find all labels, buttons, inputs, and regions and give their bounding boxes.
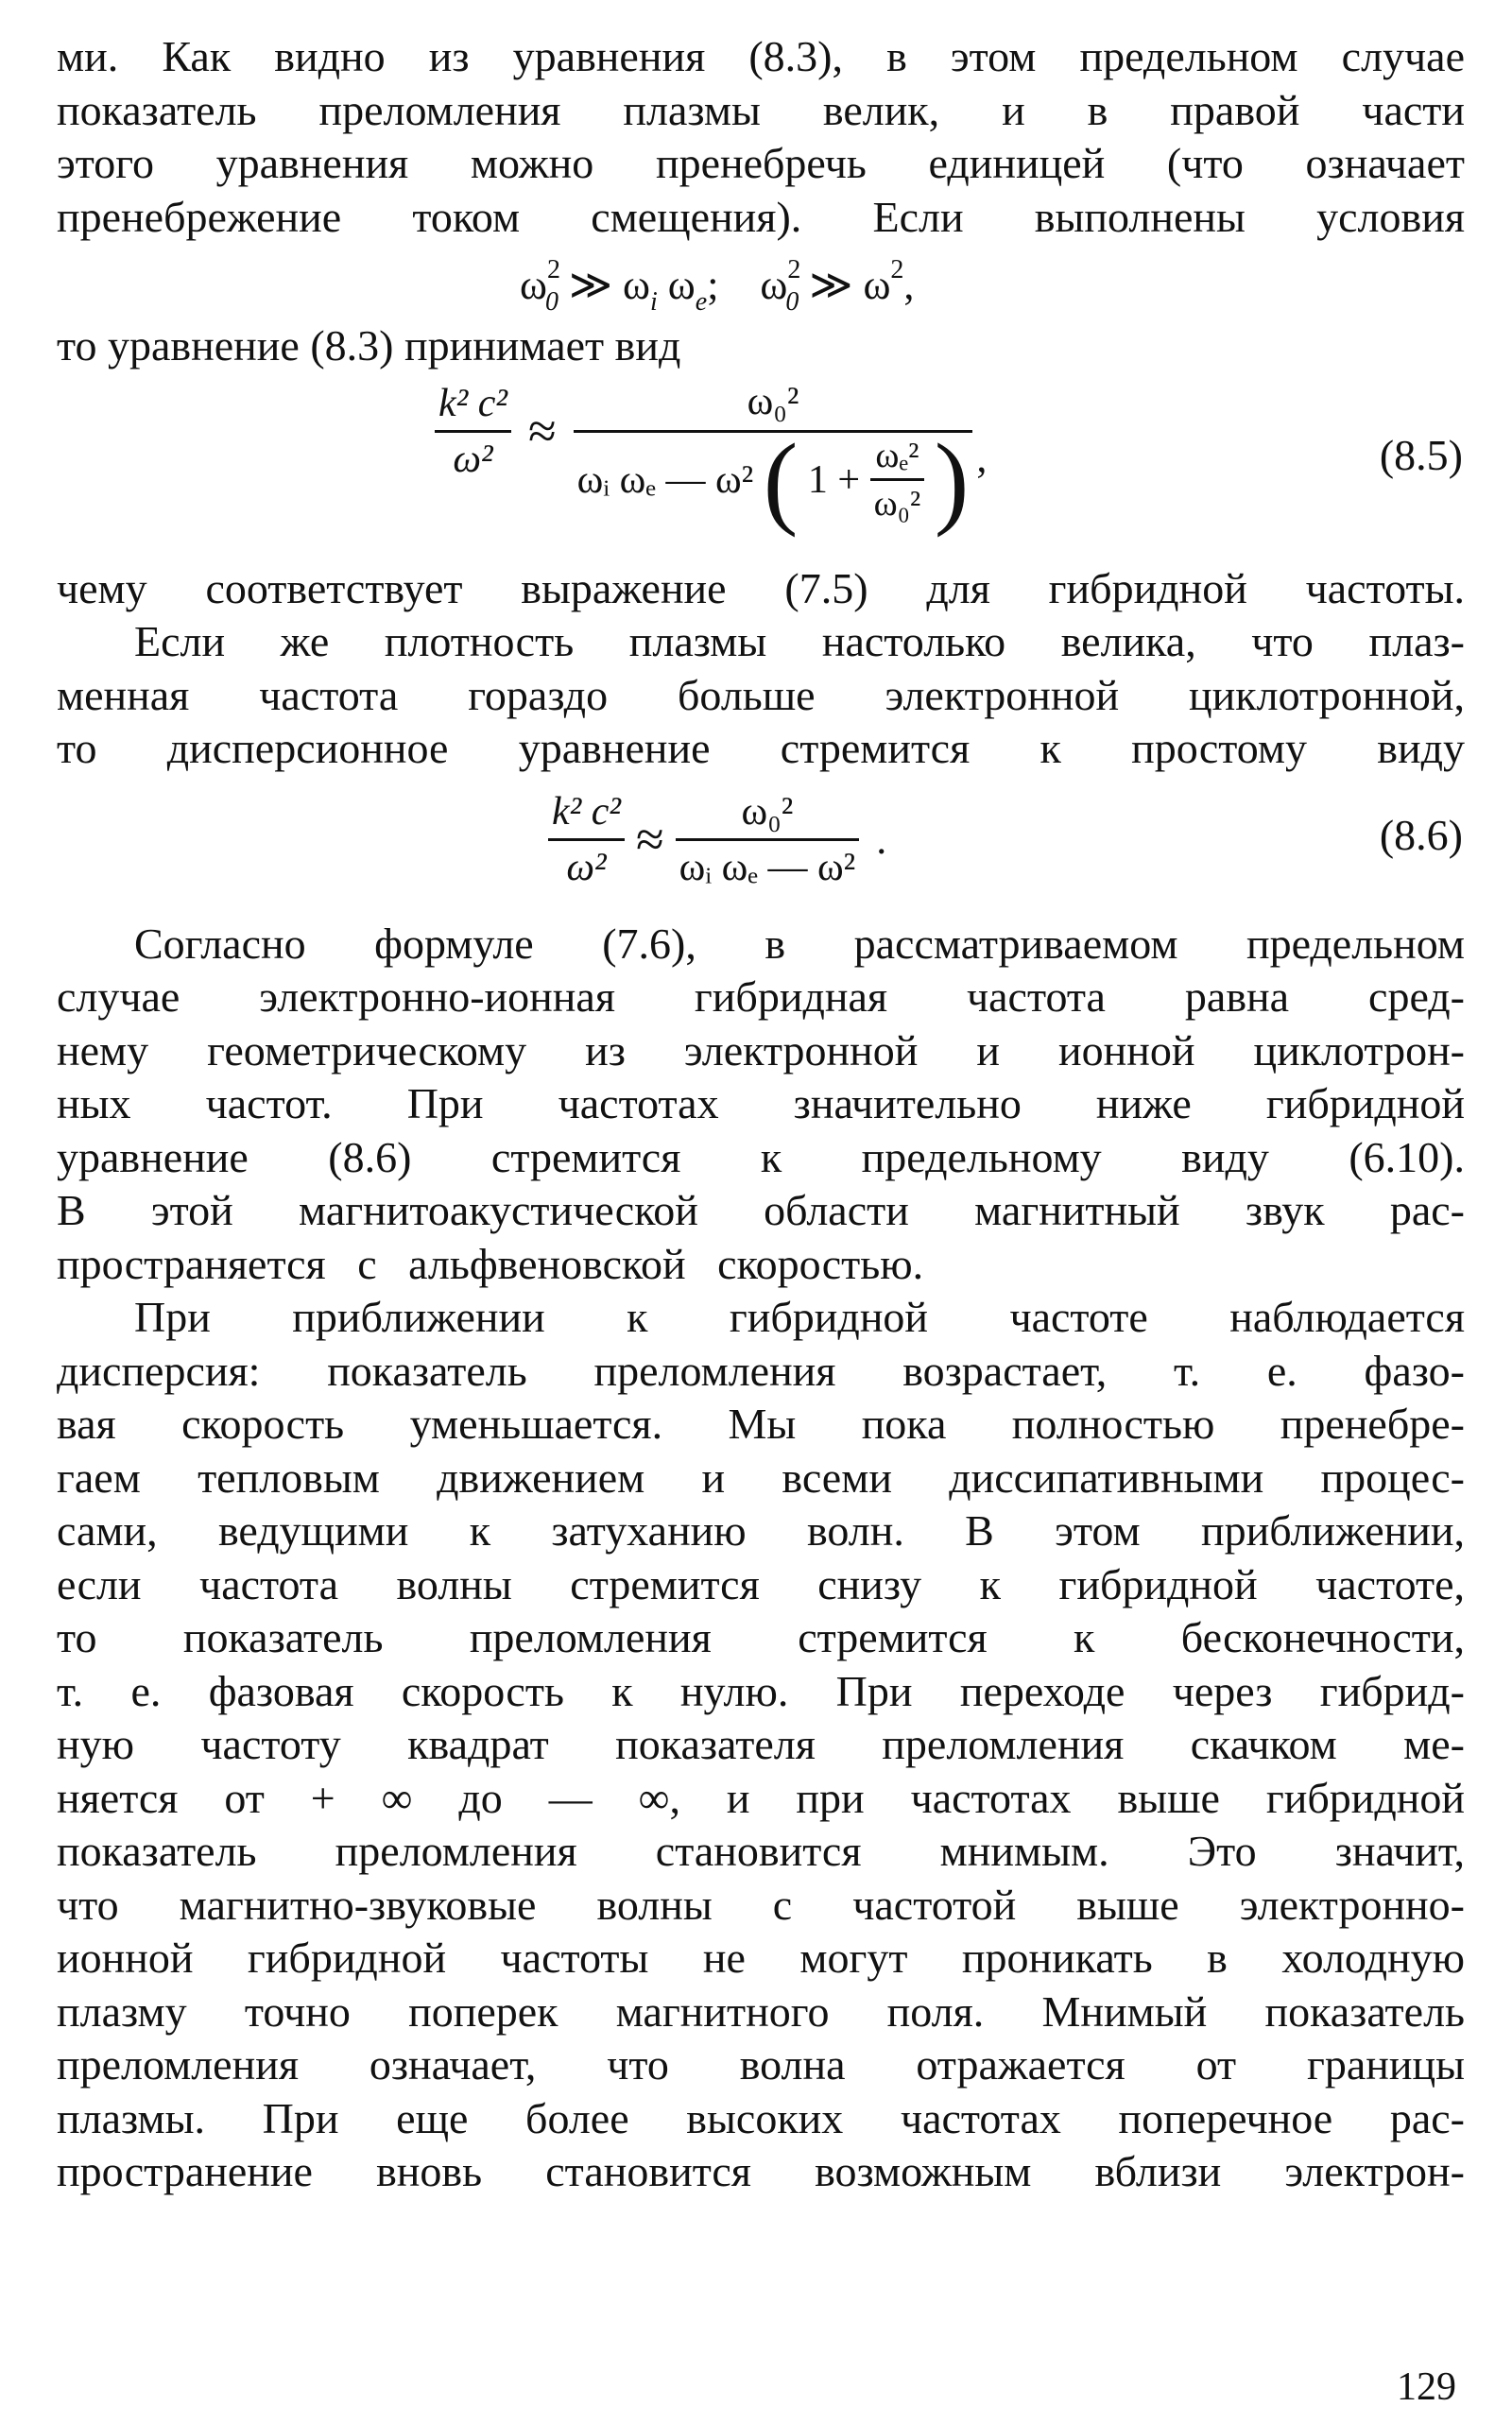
equation-8-5 [57, 373, 1465, 562]
paragraph-6 [57, 1291, 1465, 2199]
paragraph-2 [57, 319, 1465, 373]
cond-sup-c: 2 [890, 255, 904, 284]
text-line: показатель преломления плазмы велик, и в правой части [57, 85, 1465, 134]
text-line: т. е. фазовая скорость к нулю. При переходе через гибрид- [57, 1666, 1465, 1715]
text-line: Если же плотность плазмы настолько велика, что плаз- [134, 617, 1465, 665]
text-line: то уравнение (8.3) принимает вид [57, 321, 681, 370]
cond-sub-i: i [650, 287, 658, 317]
eq85-rhs [574, 379, 973, 538]
eq85-inner [870, 435, 925, 524]
text-line: плазмы. При еще более высоких частотах поперечное рас- [57, 2093, 1465, 2142]
cond-sep: ; ω [707, 262, 788, 308]
equation-8-6 [57, 776, 1465, 918]
text-line: ми. Как видно из уравнения (8.3), в этом предельном случае [57, 32, 1465, 80]
text-line: менная частота гораздо больше электронной циклотронной, [57, 670, 1465, 719]
text-line: нему геометрическому из электронной и ионной циклотрон- [57, 1025, 1465, 1074]
text-line: пространение вновь становится возможным вблизи электрон- [57, 2147, 1465, 2195]
cond-sup-b: 2 [787, 255, 801, 284]
eq86-dot: . [876, 816, 887, 863]
text-line: плазму точно поперек магнитного поля. Мнимый показатель [57, 1986, 1465, 2036]
text-line: то показатель преломления стремится к бесконечности, [57, 1613, 1465, 1661]
text-line: ную частоту квадрат показателя преломления скачком ме- [57, 1720, 1465, 1768]
text-line: При приближении к гибридной частоте наблюдается [134, 1293, 1465, 1341]
text-line: чему соответствует выражение (7.5) для гибридной частоты. [57, 563, 1465, 612]
text-line: пространяется с альфвеновской скоростью. [57, 1239, 924, 1288]
eq85-one-plus: 1 + [807, 457, 861, 502]
cond-omega: ω [520, 262, 547, 308]
eq86-rhs [676, 789, 860, 890]
text-line: если частота волны стремится снизу к гибридной частоте, [57, 1559, 1465, 1608]
cond-rel: ≫ ω [558, 262, 650, 308]
eq85-lhs-num: k² c² [435, 381, 511, 433]
text-line: Согласно формуле (7.6), в рассматриваемом предельном [134, 919, 1465, 968]
text-line: уравнение (8.6) стремится к предельному виду (6.10). [57, 1132, 1465, 1181]
text-line: няется от + ∞ до — ∞, и при частотах выше гибридной [57, 1773, 1465, 1822]
text-line: В этой магнитоакустической области магнитный звук рас- [57, 1186, 1465, 1234]
text-line: случае электронно-ионная гибридная частота равна сред- [57, 972, 1465, 1021]
cond-tail: , [903, 262, 915, 308]
eq86-lhs [548, 789, 625, 890]
text-line: дисперсия: показатель преломления возрастает, т. е. фазо- [57, 1346, 1465, 1395]
paragraph-3 [57, 562, 1465, 616]
cond-omega-e: ω [657, 262, 696, 308]
cond-sub-b: 0 [785, 287, 799, 317]
page-number: 129 [1397, 2365, 1456, 2409]
text-line: показатель преломления становится мнимым. Это значит, [57, 1827, 1465, 1875]
cond-sup: 2 [546, 255, 560, 284]
text-line: этого уравнения можно пренебречь единицей (что означает [57, 139, 1465, 187]
eq85-number: (8.5) [1379, 430, 1463, 479]
page-body [57, 30, 1465, 2199]
eq85-paren-open: ( [763, 421, 799, 538]
eq86-approx: ≈ [635, 811, 664, 868]
paragraph-5 [57, 918, 1465, 1292]
condition-formula [57, 244, 1465, 319]
eq86-rhs-den: ωᵢ ωₑ — ω² [679, 845, 856, 889]
eq85-den-prefix: ωᵢ ωₑ — ω² [576, 457, 754, 502]
paragraph-4 [57, 615, 1465, 776]
text-line: сами, ведущими к затуханию волн. В этом приближении, [57, 1506, 1465, 1555]
eq85-comma: , [976, 434, 988, 481]
eq86-number: (8.6) [1379, 810, 1463, 859]
text-line: вая скорость уменьшается. Мы пока полностью пренебре- [57, 1400, 1465, 1448]
text-line: ионной гибридной частоты не могут проникать в холодную [57, 1934, 1465, 1982]
cond-sub: 0 [544, 287, 558, 317]
text-line: пренебрежение током смещения). Если выполнены условия [57, 192, 1465, 241]
paragraph-1 [57, 30, 1465, 244]
eq85-inner-num: ωₑ² [870, 435, 925, 481]
text-line: преломления означает, что волна отражается от границы [57, 2040, 1465, 2089]
eq85-lhs [435, 381, 511, 482]
eq85-approx: ≈ [527, 403, 557, 459]
text-line: то дисперсионное уравнение стремится к простому виду [57, 724, 1465, 772]
eq86-lhs-num: k² c² [548, 789, 625, 841]
text-line: гаем тепловым движением и всеми диссипативными процес- [57, 1453, 1465, 1502]
cond-sub-e: e [695, 287, 708, 317]
eq86-lhs-den: ω² [566, 845, 607, 889]
eq85-inner-den: ω₀² [873, 484, 921, 524]
eq86-rhs-num: ω₀² [676, 789, 860, 841]
cond-rel-b: ≫ ω [799, 262, 891, 308]
text-line: ных частот. При частотах значительно ниже гибридной [57, 1079, 1465, 1127]
eq85-rhs-num: ω₀² [574, 379, 973, 433]
eq85-lhs-den: ω² [453, 437, 493, 481]
eq85-paren-close: ) [934, 421, 970, 538]
text-line: что магнитно-звуковые волны с частотой выше электронно- [57, 1880, 1465, 1929]
